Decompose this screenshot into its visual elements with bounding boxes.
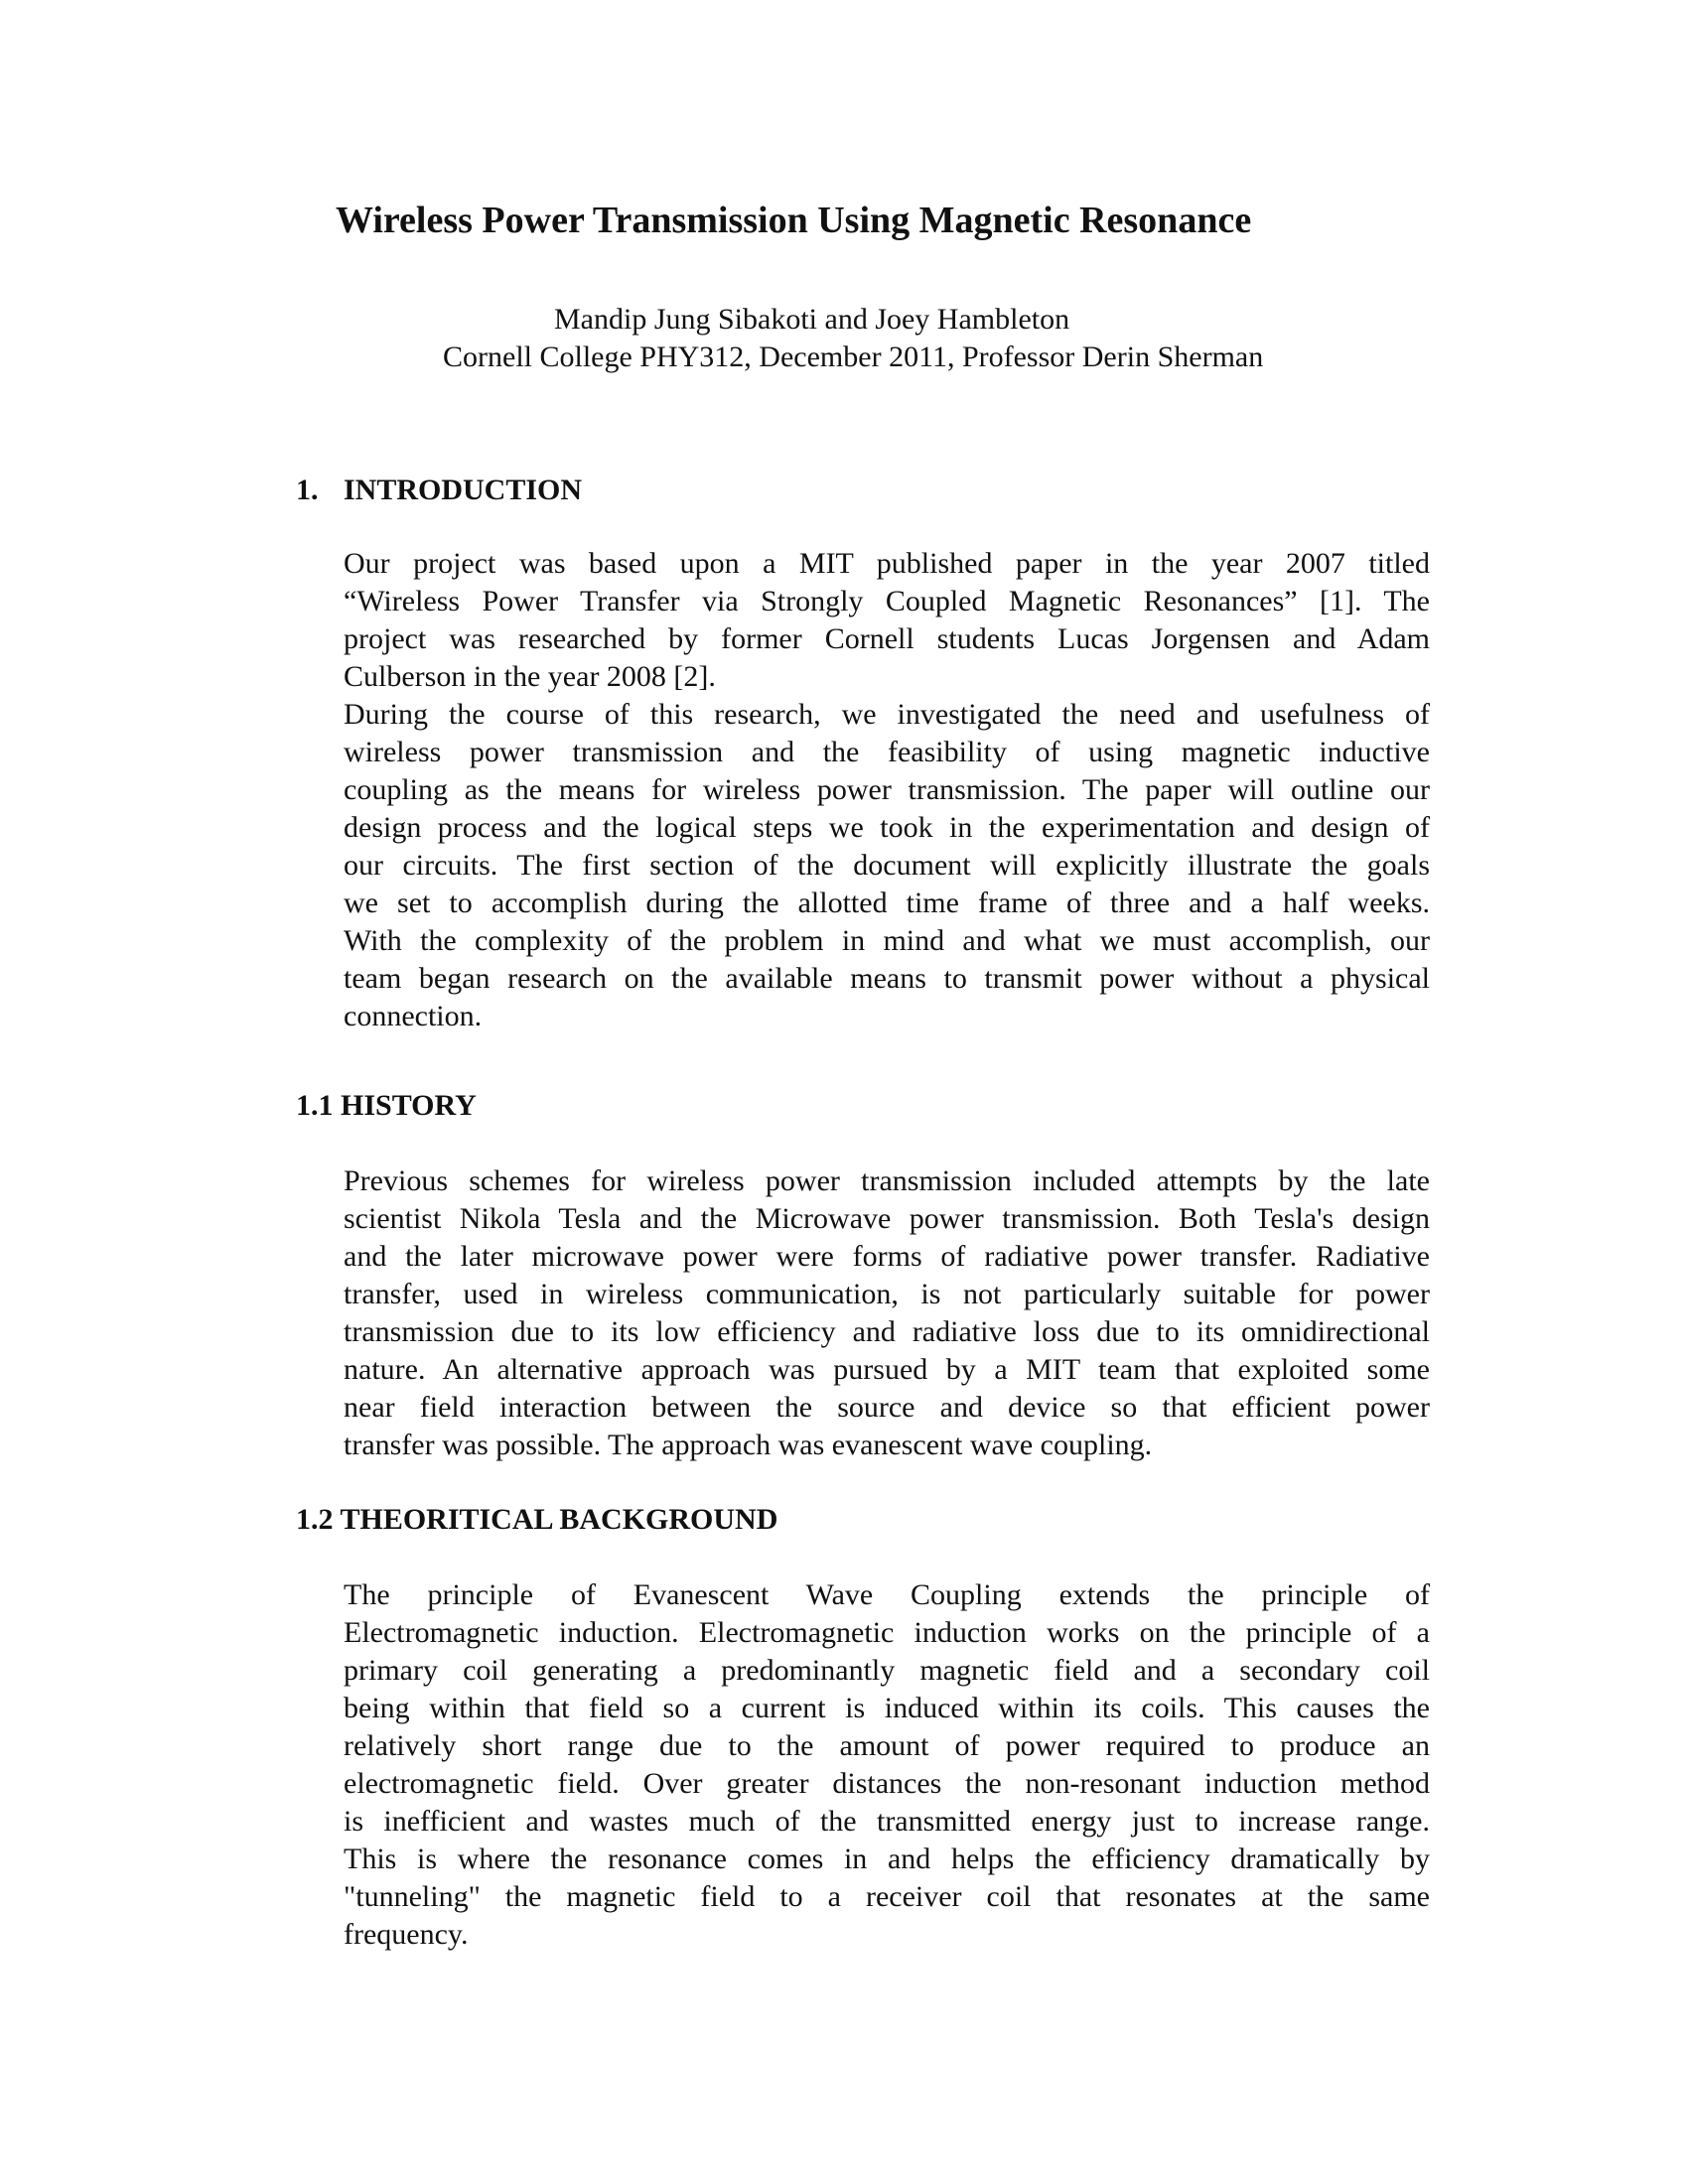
section-number: 1.: [296, 474, 319, 506]
text-line: During the course of this research, we investigated the need and usefulness of: [344, 698, 1430, 731]
paragraph-theoretical-background: [344, 1576, 1430, 1954]
section-heading-history: [296, 1087, 477, 1125]
text-line: Our project was based upon a MIT published paper in the year 2007 titled: [344, 547, 1430, 580]
text-line: connection.: [344, 1000, 483, 1032]
text-line: With the complexity of the problem in mind and what we must accomplish, our: [344, 924, 1430, 957]
text-line: near field interaction between the source and device so that efficient power: [344, 1391, 1430, 1424]
text-line: relatively short range due to the amount of power required to produce an: [344, 1729, 1430, 1762]
paper-title: Wireless Power Transmission Using Magnetic Resonance: [336, 200, 1252, 241]
section-title: HISTORY: [341, 1089, 477, 1122]
text-line: This is where the resonance comes in and helps the efficiency dramatically by: [344, 1843, 1430, 1875]
author-affiliation: Cornell College PHY312, December 2011, Professor Derin Sherman: [443, 341, 1264, 373]
text-line: our circuits. The first section of the document will explicitly illustrate the goals: [344, 849, 1430, 882]
text-line: and the later microwave power were forms of radiative power transfer. Radiative: [344, 1240, 1430, 1273]
section-title: INTRODUCTION: [344, 474, 583, 506]
author-list: Mandip Jung Sibakoti and Joey Hambleton: [554, 303, 1070, 336]
text-line: wireless power transmission and the feasibility of using magnetic inductive: [344, 736, 1430, 768]
section-number: 1.2: [296, 1503, 334, 1536]
text-line: scientist Nikola Tesla and the Microwave power transmission. Both Tesla's design: [344, 1202, 1430, 1235]
section-title: THEORITICAL BACKGROUND: [340, 1503, 778, 1536]
text-line: primary coil generating a predominantly magnetic field and a secondary coil: [344, 1654, 1430, 1687]
section-heading-introduction: [296, 472, 582, 509]
paragraph-history: [344, 1162, 1430, 1464]
text-line: team began research on the available means to transmit power without a physical: [344, 962, 1430, 995]
text-line: The principle of Evanescent Wave Coupling extends the principle of: [344, 1578, 1430, 1611]
text-line: frequency.: [344, 1918, 469, 1951]
text-line: we set to accomplish during the allotted time frame of three and a half weeks.: [344, 887, 1430, 919]
text-line: transmission due to its low efficiency and radiative loss due to its omnidirectional: [344, 1315, 1430, 1348]
section-heading-theoretical-background: [296, 1501, 777, 1539]
text-line: Culberson in the year 2008 [2].: [344, 660, 716, 693]
text-line: being within that field so a current is induced within its coils. This causes the: [344, 1692, 1430, 1724]
paragraph-introduction-2: [344, 696, 1430, 1035]
text-line: “Wireless Power Transfer via Strongly Coupled Magnetic Resonances” [1]. The: [344, 585, 1430, 617]
text-line: design process and the logical steps we took in the experimentation and design of: [344, 811, 1430, 844]
text-line: Previous schemes for wireless power transmission included attempts by the late: [344, 1164, 1430, 1197]
text-line: electromagnetic field. Over greater distances the non-resonant induction method: [344, 1767, 1430, 1800]
text-line: Electromagnetic induction. Electromagnetic induction works on the principle of a: [344, 1616, 1430, 1649]
text-line: project was researched by former Cornell students Lucas Jorgensen and Adam: [344, 622, 1430, 655]
text-line: is inefficient and wastes much of the transmitted energy just to increase range.: [344, 1805, 1430, 1838]
text-line: nature. An alternative approach was pursued by a MIT team that exploited some: [344, 1353, 1430, 1386]
text-line: coupling as the means for wireless power transmission. The paper will outline our: [344, 773, 1430, 806]
section-number: 1.1: [296, 1089, 334, 1122]
text-line: transfer was possible. The approach was evanescent wave coupling.: [344, 1429, 1153, 1461]
paragraph-introduction-1: [344, 545, 1430, 696]
text-line: "tunneling" the magnetic field to a receiver coil that resonates at the same: [344, 1880, 1430, 1913]
text-line: transfer, used in wireless communication, is not particularly suitable for power: [344, 1278, 1430, 1310]
